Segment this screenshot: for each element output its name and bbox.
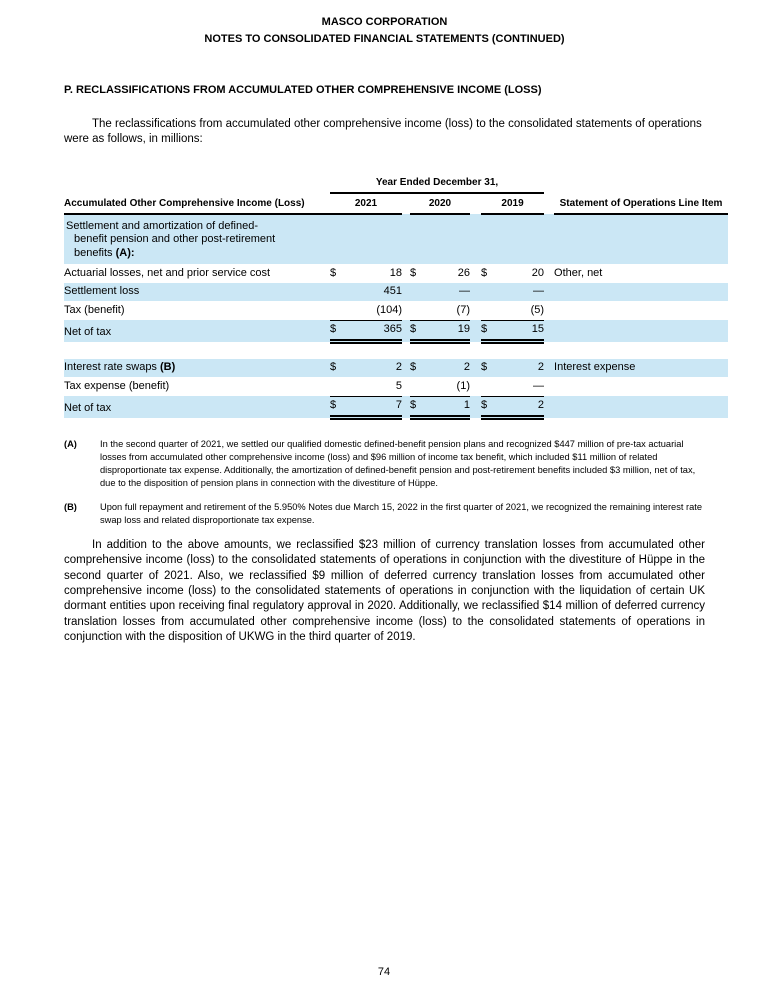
dollar-sign: $ (481, 359, 497, 378)
dollar-sign (410, 283, 424, 302)
statement-item (554, 301, 728, 320)
row-label (64, 214, 330, 265)
spacer-cell (544, 193, 554, 214)
table-row (64, 320, 728, 342)
closing-paragraph: In addition to the above amounts, we reclassified $23 million of currency translation losses from accumulated other comprehensive income (loss) to the consolidated statements of operations in conjunction with the divestiture of Hüppe in the second quarter of 2021. Also, we reclassified $9 million of deferred currency translation losses from accumulated other comprehensive income (loss) to the consolidated statements of operations in conjunction with the liquidation of certain UK dormant entities upon receiving final regulatory approval in 2020. Additionally, we reclassified $14 million of deferred currency translation losses from accumulated other comprehensive income (loss) to the consolidated statements of operations in conjunction with the disposition of UKWG in the third quarter of 2019. (64, 539, 705, 643)
page-number: 74 (377, 966, 391, 978)
empty-cell (64, 174, 330, 194)
table-row (64, 396, 728, 418)
amount-2020: 19 (424, 320, 470, 342)
table-row (64, 359, 728, 378)
table-row (64, 377, 728, 396)
row-label: Settlement loss (64, 283, 330, 302)
amount-2020: (7) (424, 301, 470, 320)
aoci-column-header: Accumulated Other Comprehensive Income (Loss) (64, 193, 330, 214)
intro-paragraph: The reclassifications from accumulated other comprehensive income (loss) to the consolidated statements of operations were as follows, in millions: (64, 118, 702, 146)
table-row (64, 214, 728, 265)
amount-2019: — (497, 283, 544, 302)
dollar-sign: $ (330, 320, 347, 342)
amount-2021: 18 (389, 266, 402, 279)
row-label: Tax expense (benefit) (64, 380, 170, 393)
footnotes (64, 438, 708, 527)
company-name: MASCO CORPORATION (321, 16, 448, 28)
amount-2020: (1) (424, 377, 470, 396)
amount-2019: 20 (531, 266, 545, 279)
row-label: Net of tax (64, 320, 330, 342)
statement-item (554, 377, 728, 396)
table-row (64, 301, 728, 320)
statement-item (554, 283, 728, 302)
footnote-reference: (B) (160, 361, 176, 374)
footnote-label: (B) (64, 502, 77, 513)
document-title: NOTES TO CONSOLIDATED FINANCIAL STATEMENTS (CONTINUED) (204, 33, 565, 45)
amount-2021: 2 (347, 359, 402, 378)
dollar-sign: $ (481, 266, 488, 279)
dollar-sign (481, 301, 497, 320)
spacer-cell (544, 174, 554, 194)
footnote-b (64, 501, 708, 527)
row-label: Tax (benefit) (64, 304, 125, 317)
footnote-label: (A) (64, 439, 77, 450)
dollar-sign (330, 301, 347, 320)
statement-column-header: Statement of Operations Line Item (554, 174, 728, 214)
dollar-sign: $ (481, 320, 497, 342)
dollar-sign: $ (410, 320, 424, 342)
amount-2021: 7 (347, 396, 402, 418)
amount-2019: 2 (497, 396, 544, 418)
row-label: Net of tax (64, 396, 330, 418)
table-period-header-row (64, 174, 728, 194)
amount-2021: 365 (347, 320, 402, 342)
row-label-text: Settlement and amortization of defined-benefit pension and other post-retirement benefits (66, 219, 276, 259)
footnote-reference: (A): (115, 246, 135, 259)
year-column-2019: 2019 (481, 193, 544, 214)
amount-2021: 451 (347, 283, 402, 302)
dollar-sign: $ (330, 266, 337, 279)
amount-2020: 1 (424, 396, 470, 418)
amount-2020: 26 (457, 266, 470, 279)
dollar-sign (330, 283, 347, 302)
section-title: P. RECLASSIFICATIONS FROM ACCUMULATED OTHER COMPREHENSIVE INCOME (LOSS) (64, 84, 542, 96)
statement-item: Other, net (554, 266, 603, 279)
amount-2021: (104) (347, 301, 402, 320)
spacer-cell (402, 193, 410, 214)
dollar-sign (481, 377, 497, 396)
dollar-sign: $ (330, 396, 347, 418)
amount-2020: — (424, 283, 470, 302)
dollar-sign: $ (481, 396, 497, 418)
footnote-text: In the second quarter of 2021, we settled our qualified domestic defined-benefit pension plans and recognized $447 million of pre-tax actuarial losses from accumulated other comprehensive income (loss) and $96 million of income tax benefit, which included $11 million of related disproportionate tax expense. Additionally, the amortization of defined-benefit pension and post-retirement benefits included $3 million, net of tax, due to the disposition of pension plans in connection with the divestiture of Hüppe. (100, 439, 696, 489)
footnote-text: Upon full repayment and retirement of the 5.950% Notes due March 15, 2022 in the first quarter of 2021, we recognized the remaining interest rate swap loss and related disproportionate tax expense. (100, 502, 703, 526)
dollar-sign (410, 377, 424, 396)
amount-2019: 15 (497, 320, 544, 342)
year-column-2021: 2021 (330, 193, 402, 214)
amount-2021: 5 (347, 377, 402, 396)
spacer-cell (470, 193, 481, 214)
dollar-sign: $ (330, 359, 347, 378)
amount-2019: 2 (497, 359, 544, 378)
dollar-sign: $ (410, 266, 417, 279)
table-row (64, 264, 728, 283)
dollar-sign (410, 301, 424, 320)
amount-2019: — (497, 377, 544, 396)
document-header (64, 14, 705, 48)
section-spacer-row (64, 342, 728, 359)
year-column-2020: 2020 (410, 193, 470, 214)
dollar-sign (330, 377, 347, 396)
statement-item: Interest expense (554, 359, 728, 378)
reclassification-table (64, 174, 728, 421)
amount-2020: 2 (424, 359, 470, 378)
statement-item (554, 396, 728, 418)
footnote-a (64, 438, 708, 490)
row-label-text: Interest rate swaps (64, 361, 160, 374)
statement-item (554, 320, 728, 342)
table-row (64, 283, 728, 302)
dollar-sign: $ (410, 359, 424, 378)
amount-2019: (5) (497, 301, 544, 320)
row-label: Actuarial losses, net and prior service cost (64, 266, 271, 279)
dollar-sign: $ (410, 396, 424, 418)
dollar-sign (481, 283, 497, 302)
row-label (64, 359, 330, 378)
period-header: Year Ended December 31, (330, 174, 544, 194)
